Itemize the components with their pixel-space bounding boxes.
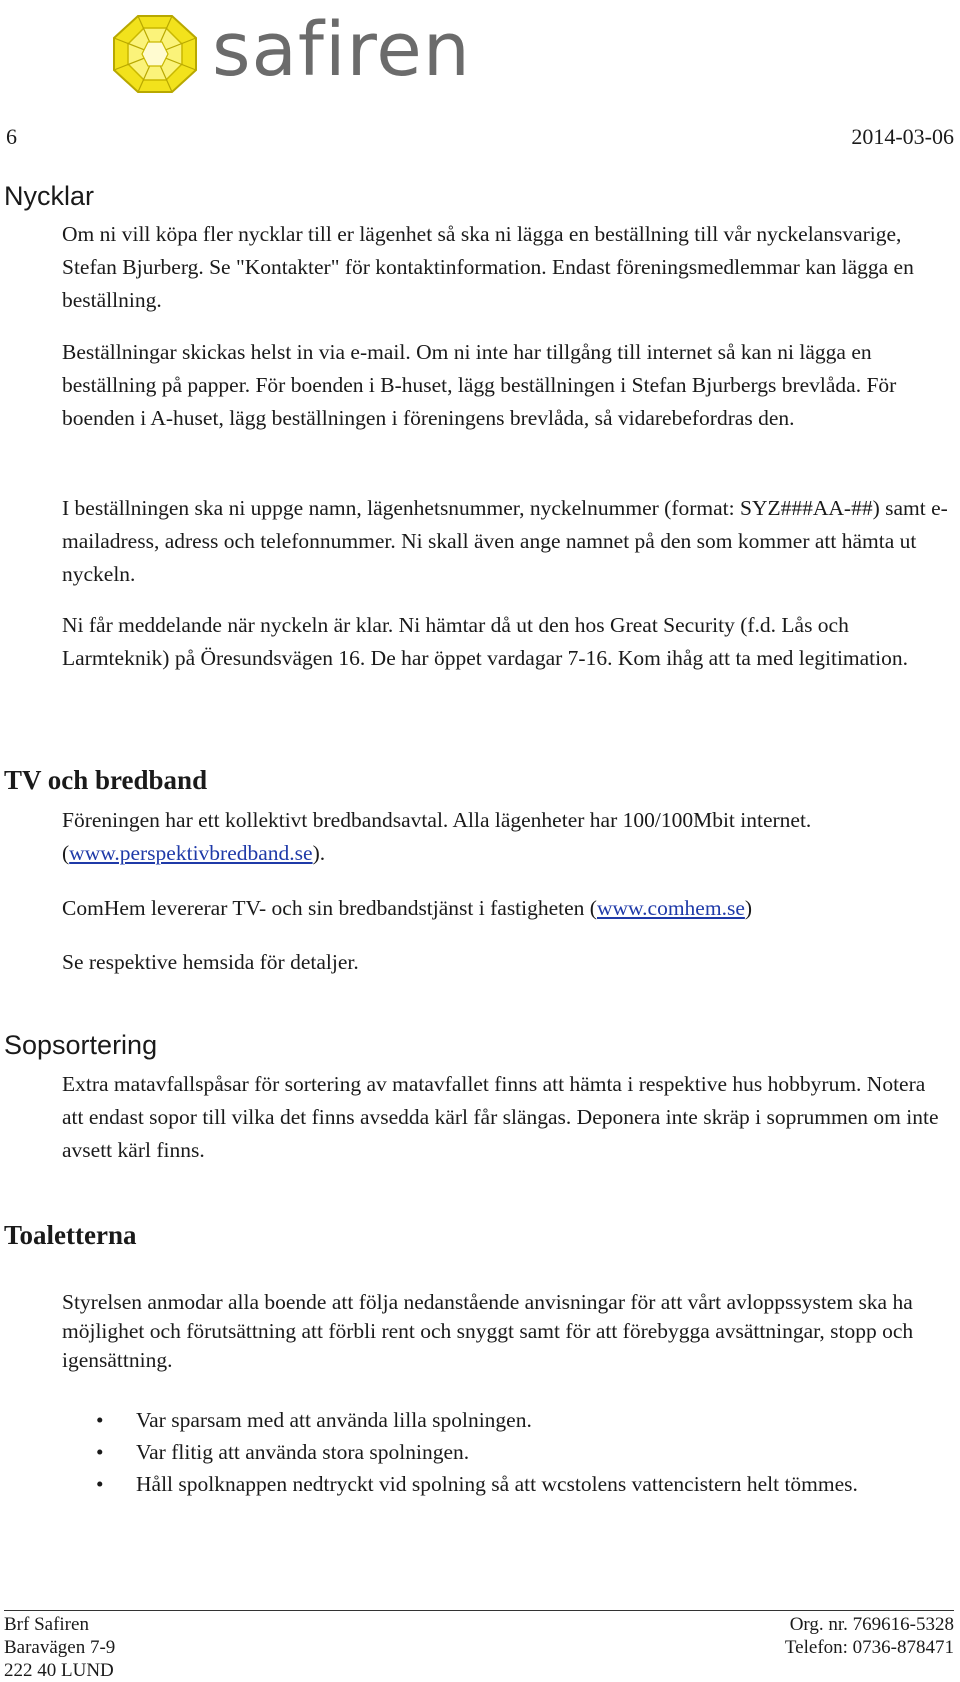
safiren-logo	[112, 7, 471, 94]
tv-paragraph-1-text: Föreningen har ett kollektivt bredbandsavtal. Alla lägenheter har 100/100Mbit internet. (	[62, 808, 812, 865]
list-item-text: Håll spolknappen nedtryckt vid spolning så att wcstolens vattencistern helt tömmes.	[136, 1472, 858, 1496]
sapphire-gem-icon	[112, 14, 198, 94]
bullet-icon: •	[96, 1408, 104, 1432]
page-header	[6, 124, 954, 150]
toaletterna-paragraph: Styrelsen anmodar alla boende att följa nedanstående anvisningar för att vårt avloppssystem ska ha möjlighet och förutsättning att förbli rent och snyggt samt för att förebygga avsättningar, stopp och igensättning.	[62, 1290, 914, 1372]
nycklar-paragraph-3: I beställningen ska ni uppge namn, lägenhetsnummer, nyckelnummer (format: SYZ###AA-##) samt e-mailadress, adress och telefonnummer. Ni skall även ange namnet på den som kommer att hämta ut nyckeln.	[62, 496, 948, 586]
bullet-icon: •	[96, 1440, 104, 1464]
list-item	[62, 1438, 942, 1467]
sopsortering-paragraph: Extra matavfallspåsar för sortering av matavfallet finns att hämta i respektive hus hobbyrum. Notera att endast sopor till vilka det finns avsedda kärl får slängas. Deponera inte skräp i soprummen om inte avsett kärl finns.	[62, 1072, 939, 1162]
footer-org-name: Brf Safiren	[4, 1614, 89, 1635]
page-number: 6	[6, 124, 17, 149]
list-item	[62, 1470, 942, 1499]
section-title-nycklar: Nycklar	[4, 181, 95, 211]
nycklar-paragraph-2: Beställningar skickas helst in via e-mail. Om ni inte har tillgång till internet så kan ni lägga en beställning på papper. För boenden i B-huset, lägg beställningen i Stefan Bjurbergs brevlåda. För boenden i A-huset, lägg beställningen i föreningens brevlåda, så vidarebefordras den.	[62, 340, 897, 430]
tv-paragraph-1-end: ).	[312, 841, 326, 865]
header-date: 2014-03-06	[851, 124, 954, 149]
tv-paragraph-1	[62, 804, 952, 870]
bullet-icon: •	[96, 1472, 104, 1496]
footer-divider	[4, 1610, 954, 1611]
tv-paragraph-2-text: ComHem levererar TV- och sin bredbandstjänst i fastigheten (	[62, 896, 597, 920]
list-item-text: Var flitig att använda stora spolningen.	[136, 1440, 470, 1464]
section-title-toaletterna: Toaletterna	[4, 1220, 137, 1250]
footer-right	[785, 1613, 954, 1659]
toaletterna-bullet-list	[62, 1406, 942, 1502]
footer-street: Baravägen 7-9	[4, 1637, 116, 1658]
tv-paragraph-3: Se respektive hemsida för detaljer.	[62, 950, 359, 974]
logo-wordmark: safiren	[212, 7, 471, 93]
nycklar-paragraph-4: Ni får meddelande när nyckeln är klar. Ni hämtar då ut den hos Great Security (f.d. Lås och Larmteknik) på Öresundsvägen 16. De har öppet vardagar 7-16. Kom ihåg att ta med legitimation.	[62, 613, 909, 670]
footer-left	[4, 1613, 115, 1682]
link-perspektivbredband[interactable]: www.perspektivbredband.se	[69, 841, 313, 865]
tv-paragraph-2	[62, 892, 952, 925]
tv-paragraph-2-end: )	[744, 896, 753, 920]
list-item-text: Var sparsam med att använda lilla spolningen.	[136, 1408, 532, 1432]
section-title-sopsortering: Sopsortering	[4, 1030, 158, 1060]
footer-org-number: Org. nr. 769616-5328	[789, 1614, 954, 1635]
section-title-tv: TV och bredband	[4, 765, 208, 795]
nycklar-paragraph-1: Om ni vill köpa fler nycklar till er lägenhet så ska ni lägga en beställning till vår nyckelansvarige, Stefan Bjurberg. Se "Kontakter" för kontaktinformation. Endast föreningsmedlemmar kan lägga en beställning.	[62, 222, 914, 312]
list-item	[62, 1406, 942, 1435]
footer-postal: 222 40 LUND	[4, 1660, 114, 1681]
link-comhem[interactable]: www.comhem.se	[596, 896, 745, 920]
footer-phone: Telefon: 0736-878471	[784, 1637, 954, 1658]
